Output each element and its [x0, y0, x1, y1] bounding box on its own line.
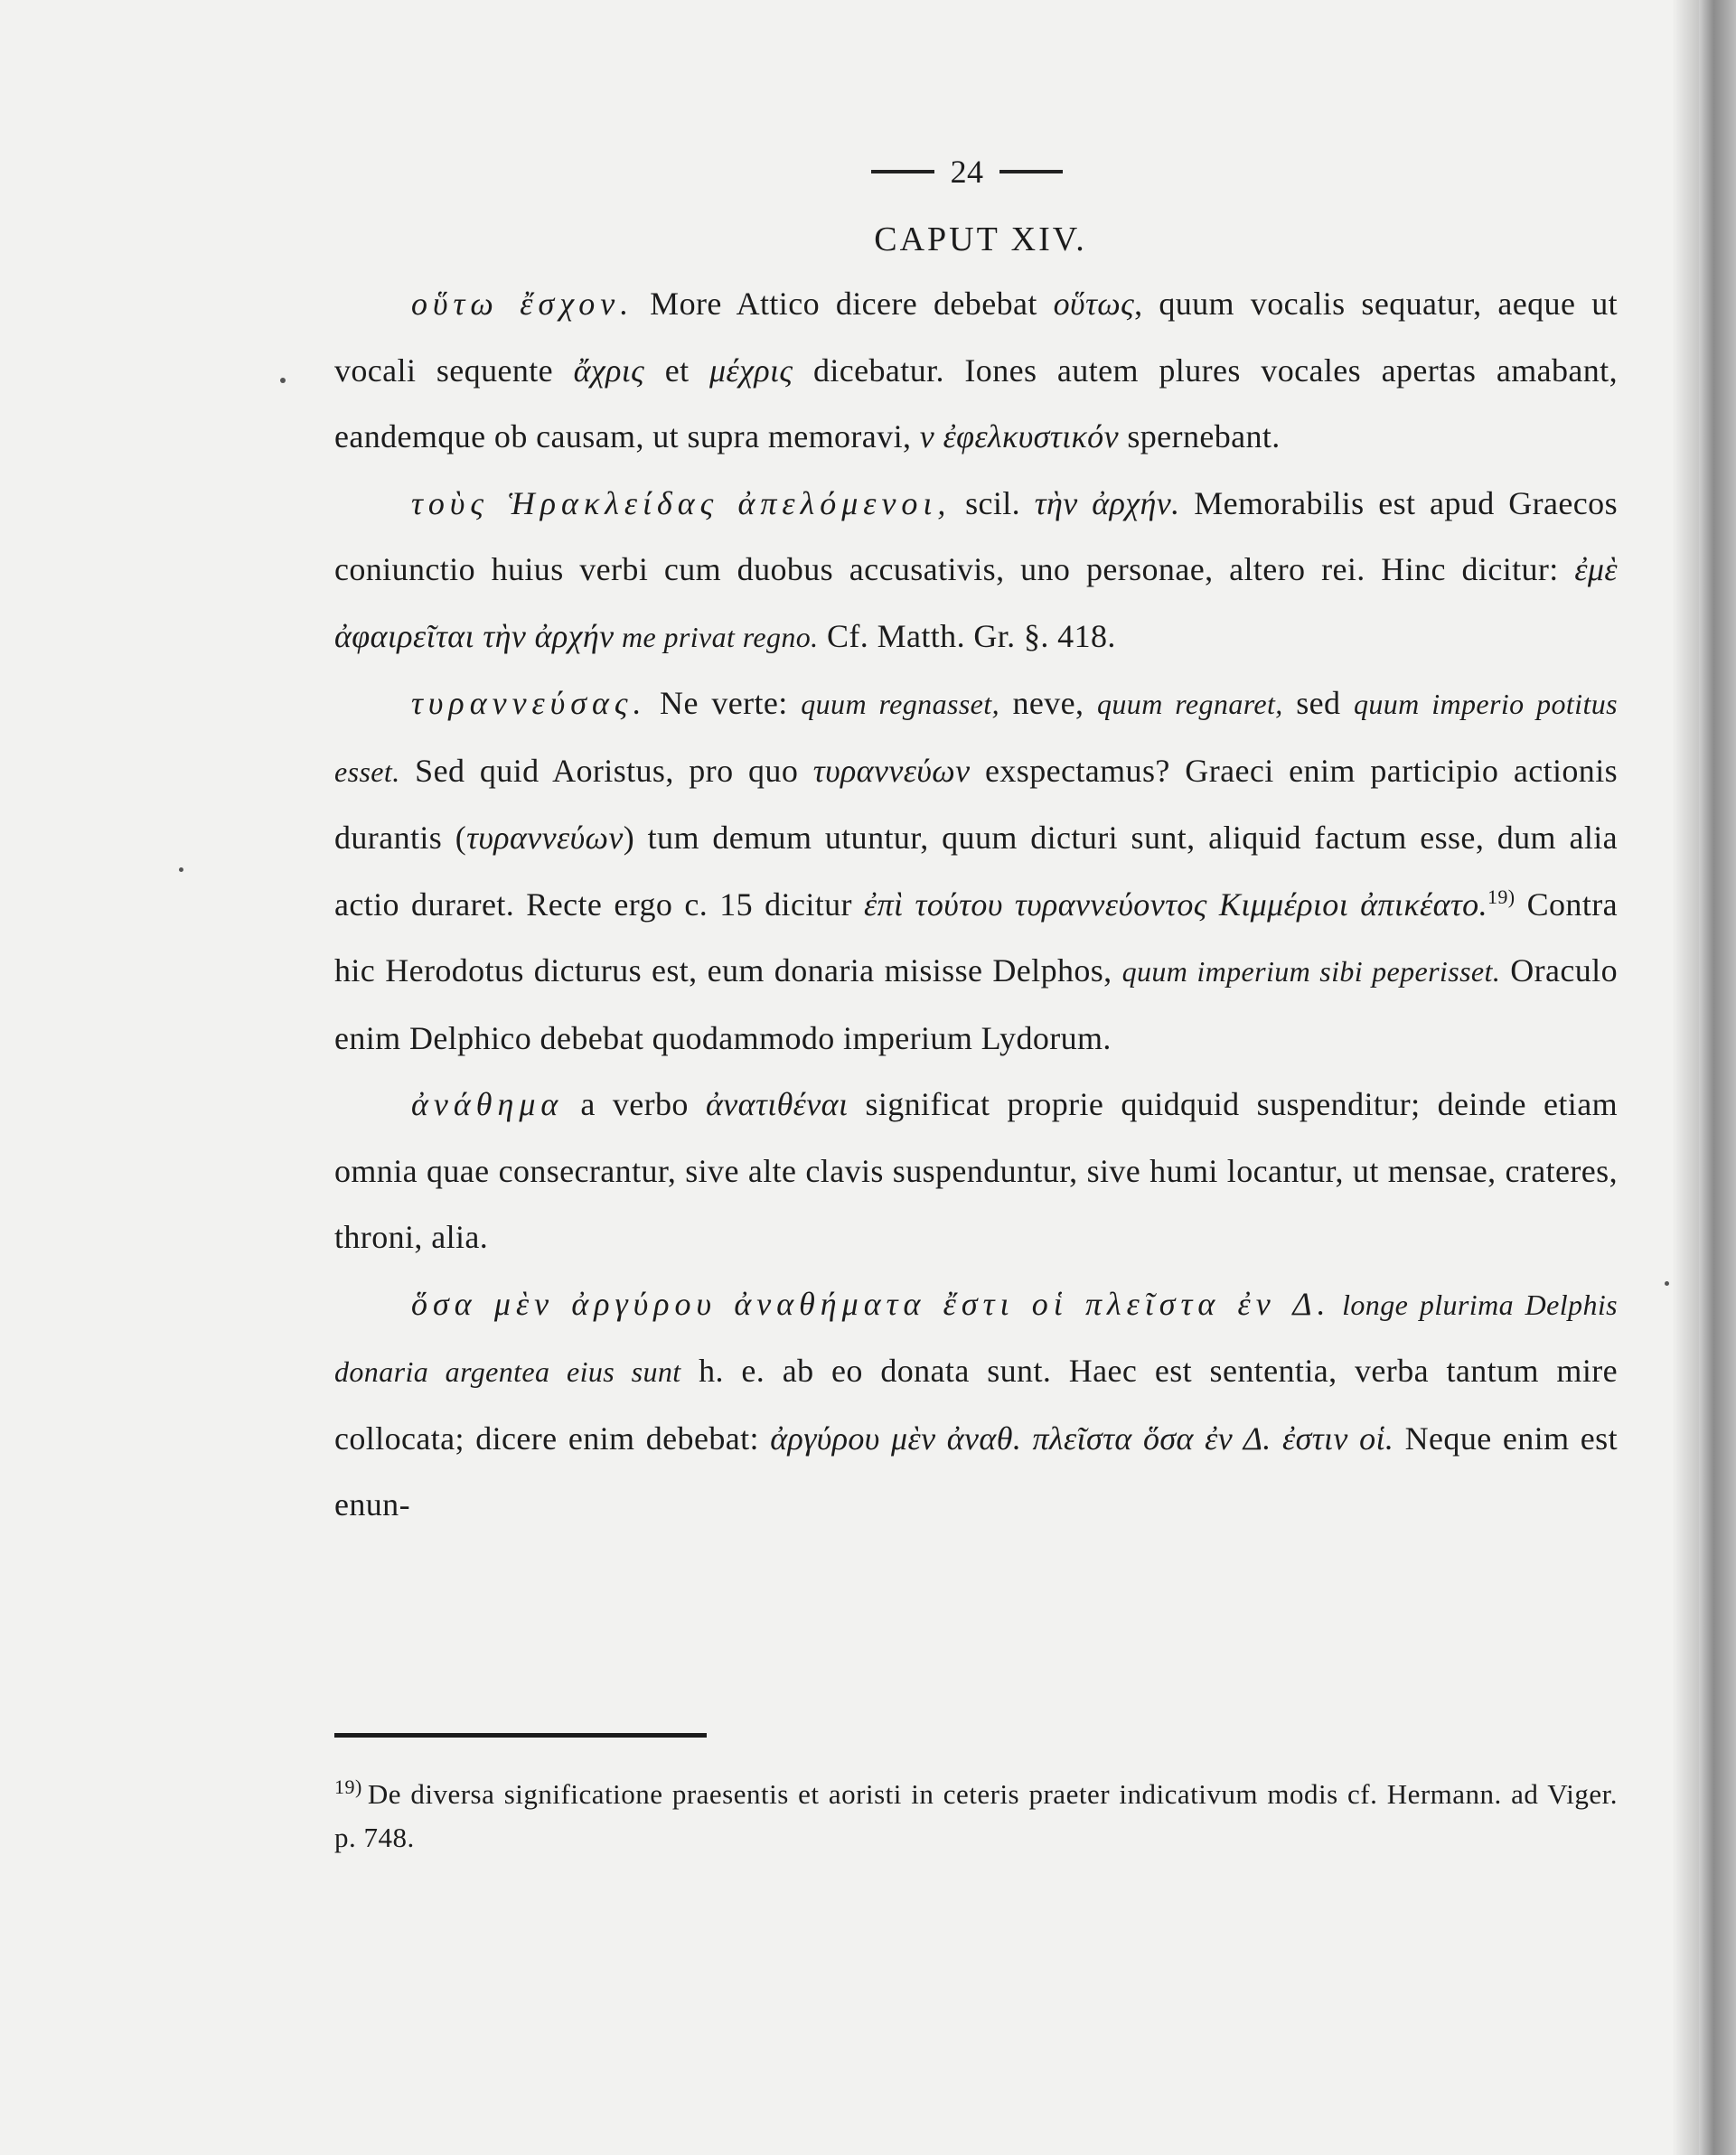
footnote [334, 1773, 1618, 1860]
right-dash [999, 170, 1063, 173]
lemma: ὅσα μὲν ἀργύρου ἀναθήματα ἔστι οἱ πλεῖστα ἐν Δ. [411, 1285, 1331, 1322]
page-number-line [316, 136, 1618, 208]
greek-run: ἐμὲ ἀφαιρεῖται τὴν ἀρχήν [334, 551, 1618, 654]
paragraph-2 [334, 471, 1618, 671]
paragraph-5 [334, 1271, 1618, 1539]
footnote-reference: 19) [1487, 885, 1515, 908]
italic-run: quum regnasset, [801, 688, 999, 720]
text-run: Ne verte: [646, 685, 802, 721]
italic-run: quum imperium sibi peperisset. [1121, 955, 1501, 988]
greek-run: ἐπὶ τούτου τυραννεύοντος Κιμμέριοι ἀπικέατο. [864, 885, 1487, 923]
greek-run: ν ἐφελκυστικόν [919, 418, 1119, 454]
text-run: h. e. ab eo donata sunt. Haec est sententia, verba tantum mire collocata; dicere enim debebat: [334, 1353, 1618, 1457]
text-run: More Attico dicere debebat [633, 286, 1054, 322]
text-run: Neque enim est enun- [334, 1419, 1618, 1523]
text-run: , quum vocalis sequatur, aeque ut vocali sequente [334, 286, 1618, 389]
lemma: τοὺς Ἡρακλείδας ἀπελόμενοι, [411, 484, 952, 521]
text-run: Cf. Matth. Gr. §. 418. [818, 617, 1116, 654]
greek-run: οὕτως [1053, 286, 1135, 322]
footnote-text: De diversa significatione praesentis et aoristi in ceteris praeter indicativum modis cf. Hermann. ad Viger. p. 748. [334, 1778, 1618, 1853]
text-run: et [644, 351, 710, 389]
left-dash [871, 170, 934, 173]
text-run: ) tum demum utuntur, quum dicturi sunt, aliquid factum esse, dum alia actio duraret. Recte ergo c. 15 dicitur [334, 820, 1619, 923]
text-run: scil. [951, 484, 1035, 521]
text-run: significat proprie quidquid suspenditur; deinde etiam omnia quae consecrantur, sive alte clavis suspenduntur, sive humi locantur, ut mensae, crateres, throni, alia. [334, 1086, 1618, 1255]
text-run: sed [1282, 685, 1354, 721]
scan-speck [179, 867, 183, 872]
italic-run: quum regnaret, [1097, 688, 1283, 720]
text-run: a verbo [563, 1086, 706, 1122]
text-run: Contra hic Herodotus dicturus est, eum donaria misisse Delphos, [334, 885, 1618, 988]
greek-run: ἄχρις [573, 351, 645, 389]
page-number: 24 [950, 154, 984, 190]
greek-run: ἀνατιθέναι [705, 1086, 849, 1122]
paragraph-4 [334, 1072, 1618, 1271]
text-run: spernebant. [1118, 418, 1281, 454]
text-run: Sed quid Aoristus, pro quo [399, 752, 813, 789]
italic-run: quum imperio potitus esset. [334, 688, 1619, 788]
scan-speck [280, 378, 286, 383]
scan-speck [1665, 1281, 1669, 1286]
lemma: οὕτω ἔσχον. [411, 286, 634, 322]
text-run: dicebatur. Iones autem plures vocales apertas amabant, eandemque ob causam, ut supra memoravi, [334, 351, 1618, 454]
lemma: τυραννεύσας. [411, 685, 647, 721]
greek-run: τὴν ἀρχήν. [1034, 484, 1180, 521]
paragraph-1 [334, 271, 1618, 471]
text-run: Oraculo enim Delphico debebat quodammodo imperium Lydorum. [334, 952, 1618, 1056]
footnote-rule [334, 1733, 707, 1738]
greek-run: τυραννεύων [466, 820, 624, 856]
text-run: exspectamus? Graeci enim participio actionis durantis ( [334, 752, 1619, 856]
greek-run: τυραννεύων [812, 752, 971, 789]
footnote-marker: 19) [334, 1775, 362, 1798]
greek-run: μέχρις [709, 351, 793, 389]
italic-run: me privat regno. [614, 620, 819, 653]
chapter-heading: CAPUT XIV. [874, 220, 1087, 258]
paragraph-3 [334, 670, 1618, 1072]
text-run: Memorabilis est apud Graecos coniunctio huius verbi cum duobus accusativis, uno personae, altero rei. Hinc dicitur: [334, 484, 1618, 587]
italic-run: longe plurima Delphis donaria argentea eius sunt [334, 1288, 1618, 1388]
text-run: neve, [999, 685, 1097, 721]
lemma: ἀνάθημα [411, 1086, 564, 1122]
greek-run: ἀργύρου μὲν ἀναθ. πλεῖστα ὅσα ἐν Δ. ἐστιν οἱ. [770, 1419, 1394, 1457]
binding-gutter [1699, 0, 1736, 2155]
page-body [334, 136, 1618, 1539]
